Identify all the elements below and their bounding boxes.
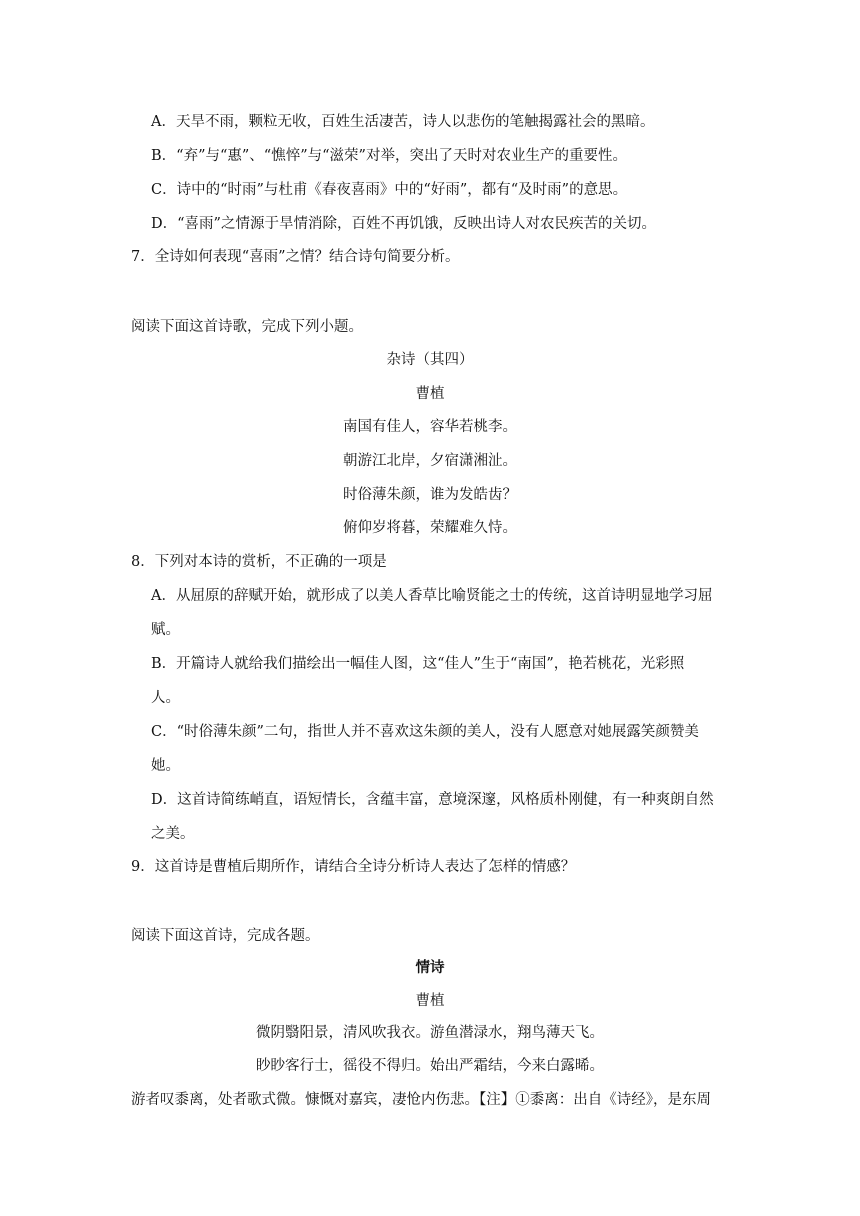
poem1-line-3: 时俗薄朱颜，谁为发皓齿？	[343, 487, 517, 503]
poem1-line-2: 朝游江北岸，夕宿潇湘沚。	[343, 453, 517, 469]
q6-option-b: B．“弃”与“惠”、“憔悴”与“滋荣”对举，突出了天时对农业生产的重要性。	[151, 148, 627, 164]
poem2-author: 曹植	[415, 993, 445, 1009]
poem1-author: 曹植	[415, 386, 445, 402]
q8-option-c-line-2: 她。	[151, 758, 180, 774]
poem2-line-1: 微阴翳阳景，清风吹我衣。游鱼潜渌水，翔鸟薄天飞。	[256, 1025, 604, 1041]
q8-option-a-line-1: A．从屈原的辞赋开始，就形成了以美人香草比喻贤能之士的传统，这首诗明显地学习屈	[151, 588, 713, 604]
poem1-title: 杂诗（其四）	[386, 352, 474, 368]
q6-option-d: D．“喜雨”之情源于旱情消除，百姓不再饥饿，反映出诗人对农民疾苦的关切。	[151, 216, 656, 232]
q8-option-d-line-1: D．这首诗简练峭直，语短情长，含蕴丰富，意境深邃，风格质朴刚健，有一种爽朗自然	[151, 792, 714, 808]
poem2-title: 情诗	[415, 959, 445, 976]
q6-option-a: A．天旱不雨，颗粒无收，百姓生活凄苦，诗人以悲伤的笔触揭露社会的黑暗。	[151, 114, 655, 130]
q8-option-a-line-2: 赋。	[151, 622, 180, 638]
poem1-line-4: 俯仰岁将暮，荣耀难久恃。	[343, 520, 517, 536]
q8-option-b-line-2: 人。	[151, 690, 180, 706]
question-9: 9．这首诗是曹植后期所作，请结合全诗分析诗人表达了怎样的情感？	[131, 859, 576, 875]
reading-intro-1: 阅读下面这首诗歌，完成下列小题。	[131, 319, 363, 335]
q8-option-d-line-2: 之美。	[151, 826, 195, 842]
poem1-line-1: 南国有佳人，容华若桃李。	[343, 419, 517, 435]
q6-option-c: C．诗中的“时雨”与杜甫《春夜喜雨》中的“好雨”，都有“及时雨”的意思。	[151, 182, 628, 198]
question-7: 7．全诗如何表现“喜雨”之情？结合诗句简要分析。	[131, 249, 460, 265]
poem2-line-2: 眇眇客行士，徭役不得归。始出严霜结，今来白露晞。	[256, 1058, 604, 1074]
q8-option-b-line-1: B．开篇诗人就给我们描绘出一幅佳人图，这“佳人”生于“南国”，艳若桃花，光彩照	[151, 656, 685, 672]
poem2-tail-with-note: 游者叹黍离，处者歌式微。慷慨对嘉宾，凄怆内伤悲。【注】①黍离：出自《诗经》，是东周	[131, 1092, 711, 1108]
reading-intro-2: 阅读下面这首诗，完成各题。	[131, 928, 320, 944]
question-8-stem: 8．下列对本诗的赏析，不正确的一项是	[131, 554, 387, 570]
q8-option-c-line-1: C．“时俗薄朱颜”二句，指世人并不喜欢这朱颜的美人，没有人愿意对她展露笑颜赞美	[151, 724, 699, 740]
